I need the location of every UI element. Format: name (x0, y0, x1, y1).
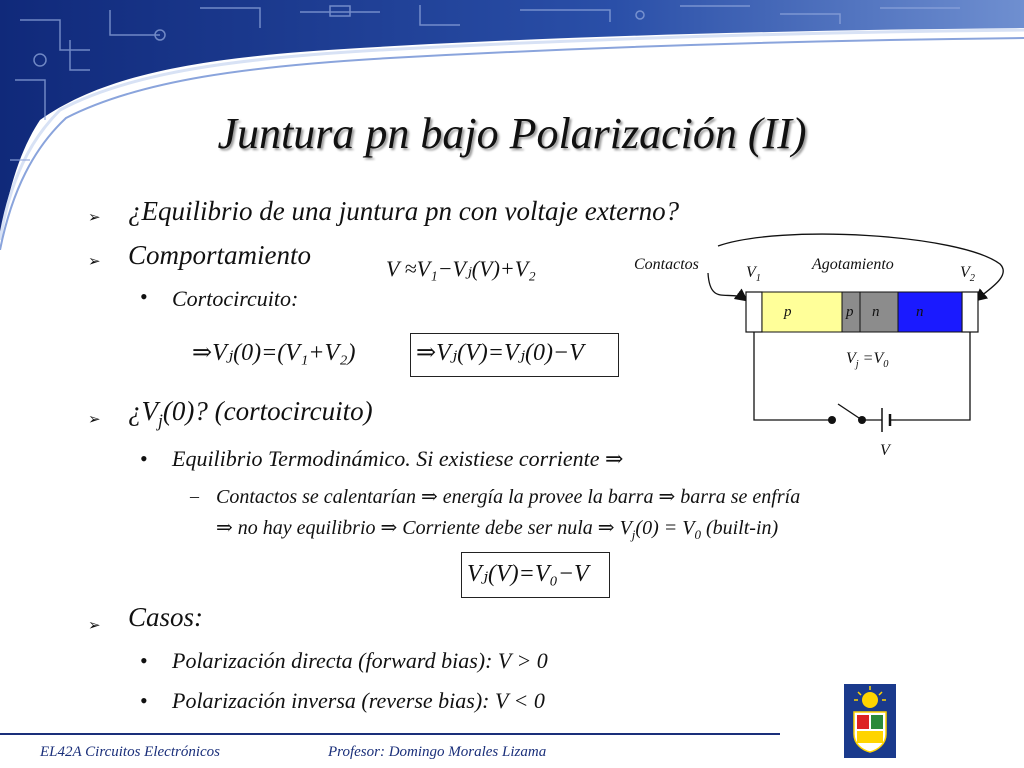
bullet-casos: Casos: (128, 602, 204, 632)
switch-lever (838, 404, 862, 420)
label-region-p2: p (846, 304, 854, 320)
bullet-dash-icon: – (190, 486, 199, 506)
equation-voltage-sum: V ≈V₁−Vⱼ(V)+V₂ (386, 256, 536, 281)
bullet-equilibrio-termo: Equilibrio Termodinámico. Si existiese corriente ⇒ (172, 446, 624, 471)
label-source-v: V (880, 442, 890, 459)
label-region-p: p (784, 304, 792, 320)
region-p (762, 292, 842, 332)
label-region-n: n (872, 304, 880, 320)
label-contactos: Contactos (634, 256, 699, 273)
bullet-cortocircuito: Cortocircuito: (172, 286, 299, 311)
footer-professor: Profesor: Domingo Morales Lizama (328, 744, 547, 760)
contact-left (746, 292, 762, 332)
equation-result: Vⱼ(V)=V₀−V (467, 561, 589, 587)
bullet-arrow-icon: ➢ (88, 412, 101, 428)
contact-arrow-left (708, 273, 746, 300)
wire-right (896, 332, 970, 420)
equation-short-circuit: ⇒Vⱼ(0)=(V₁+V₂) (192, 340, 356, 366)
region-n (898, 292, 962, 332)
bullet-reverse-bias: Polarización inversa (reverse bias): V < 0 (172, 688, 545, 713)
equation-junction-voltage: ⇒Vⱼ(V)=Vⱼ(0)−V (416, 340, 584, 366)
bullet-arrow-icon: ➢ (88, 210, 101, 226)
label-v2: $V_2$ (960, 264, 975, 285)
bullet-dot-icon: • (140, 284, 148, 309)
bullet-forward-bias: Polarización directa (forward bias): V > 0 (172, 648, 548, 673)
footer-course: EL42A Circuitos Electrónicos (40, 744, 220, 760)
bullet-dot-icon: • (140, 648, 148, 673)
bullet-no-equilibrio: ⇒ no hay equilibrio ⇒ Corriente debe ser nula ⇒ $V_j(0) = V_0$ (built-in) (216, 517, 779, 542)
label-v1: $V_1$ (746, 264, 761, 285)
label-region-n2: n (916, 304, 924, 320)
bullet-dot-icon: • (140, 688, 148, 713)
bullet-arrow-icon: ➢ (88, 254, 101, 270)
university-logo-icon (844, 684, 896, 758)
slide-title: Juntura pn bajo Polarización (II) (217, 109, 807, 158)
label-agotamiento: Agotamiento (812, 256, 894, 273)
bullet-comportamiento: Comportamiento (128, 240, 312, 270)
footer-divider (0, 733, 780, 735)
switch-terminal-left (828, 416, 836, 424)
bullet-equilibrio: ¿Equilibrio de una juntura pn con voltaje externo? (128, 196, 680, 226)
bullet-vj-question: ¿$V_j(0)$? (cortocircuito) (128, 396, 373, 431)
wire-left (754, 332, 830, 420)
contact-right (962, 292, 978, 332)
label-vj-v0: $V_j =V_0$ (846, 350, 889, 371)
bullet-dot-icon: • (140, 446, 148, 471)
bullet-arrow-icon: ➢ (88, 618, 101, 634)
bullet-contactos-calentarian: Contactos se calentarían ⇒ energía la provee la barra ⇒ barra se enfría (216, 486, 801, 508)
